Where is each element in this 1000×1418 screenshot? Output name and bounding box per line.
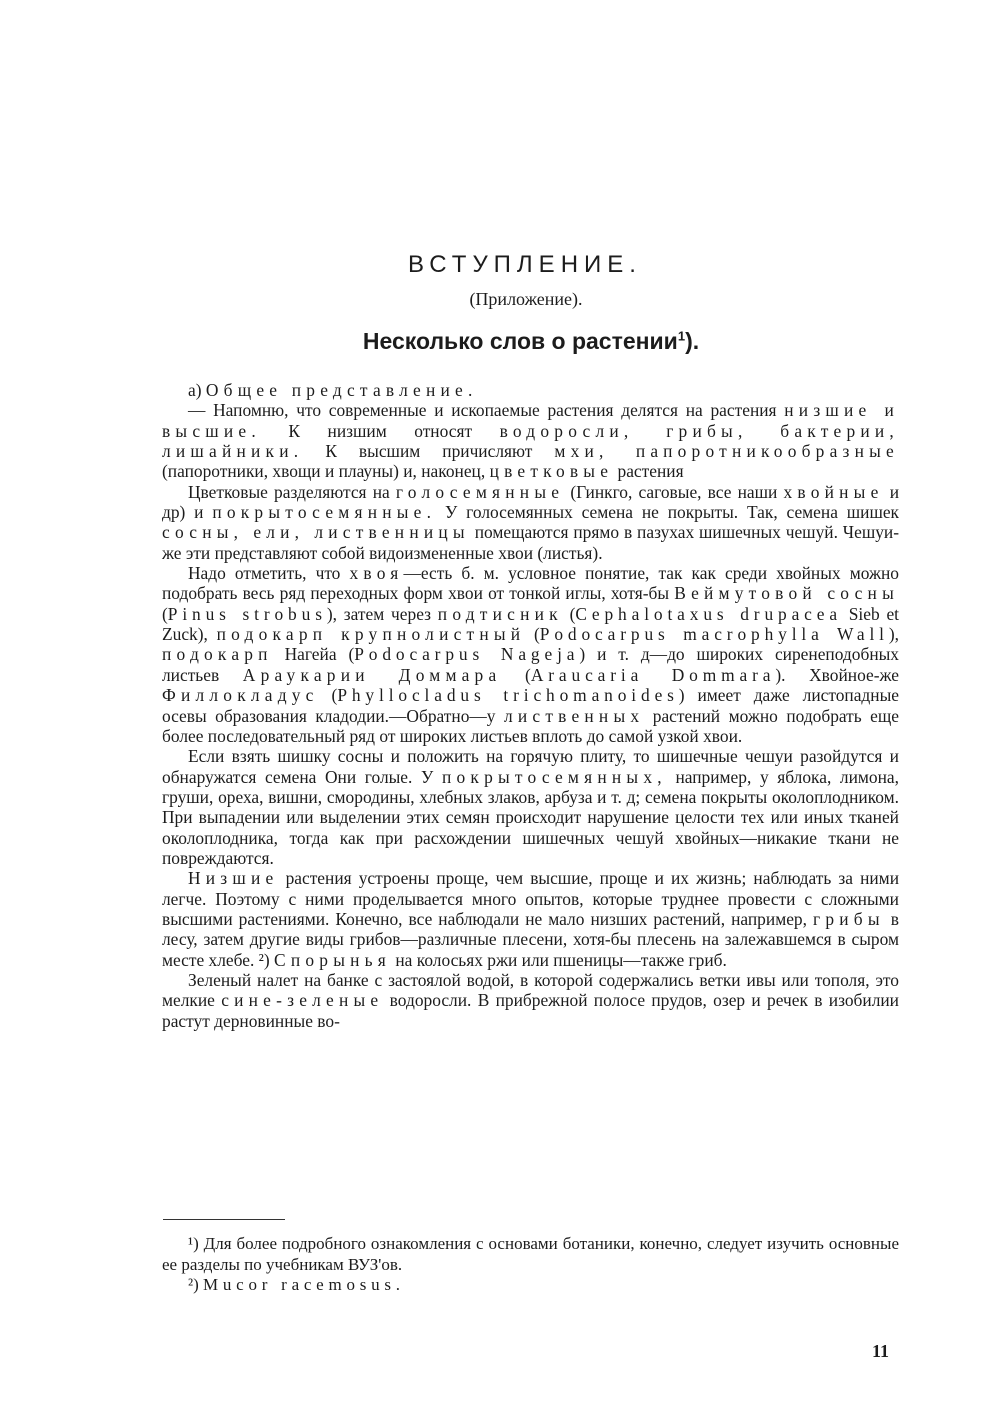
title-footnote-mark: 1 [677, 328, 686, 344]
title-text: Несколько слов о растении [362, 328, 678, 354]
body-text [162, 380, 899, 1031]
paragraph-1: — Напомню, что современные и ископаемые растения делятся на растения низшие и высшие. К низшим относят водоросли, грибы, бактерии, лишайники. К высшим причисляют мхи, папоротникообразные (папоротники, хвощи и плауны) и, наконец, цветковые растения [162, 400, 899, 482]
footnote-2-mark: ²) [188, 1275, 199, 1294]
footnote-1-mark: ¹) [188, 1234, 199, 1253]
footnote-ref-2: ²) [258, 949, 270, 970]
subsection-heading [162, 380, 899, 400]
footnote-divider [163, 1219, 285, 1220]
page-number: 11 [872, 1341, 890, 1361]
footnote-2: ²) Mucor racemosus. [188, 1275, 405, 1294]
title-tail: ). [685, 328, 700, 354]
paragraph-5: Низшие растения устроены проще, чем высшие, проще и их жизнь; наблюдать за ними легче. Поэтому с ними проделывается много опытов, которые труднее провести с сложными высшими растениями. Конечно, все наблюдали не мало низших растений, например, грибы в лесу, затем другие виды грибов—различные плесени, хотя-бы плесень на залежавшемся в сыром месте хлебе. ²) Спорынья на колосьях ржи или пшеницы—также гриб. [162, 868, 899, 970]
footnote-1: ¹) Для более подробного ознакомления с основами ботаники, конечно, следует изучить основные ее разделы по учебникам ВУЗ'ов. [162, 1234, 899, 1274]
paragraph-4: Если взять шишку сосны и положить на горячую плиту, то шишечные чешуи разойдутся и обнаружатся семена Они голые. У покрытосемянных, например, у яблока, лимона, груши, ореха, вишни, смородины, хлебных злаков, арбуза и т. д; семена покрыты околоплодником. При выпадении или выделении этих семян происходит нарушение целости тех или иных тканей околоплодника, тогда как при расхождении шишечных чешуй хвойных—никакие ткани не повреждаются. [162, 746, 899, 868]
paragraph-2: Цветковые разделяются на голосемянные (Гинкго, саговые, все наши хвойные и др) и покрытосемянные. У голосемянных семена не покрыты. Так, семена шишек сосны, ели, лиственницы помещаются прямо в пазухах шишечных чешуй. Чешуи-же эти представляют собой видоизмененные хвои (листья). [162, 481, 900, 563]
paragraph-3: Надо отметить, что хвоя—есть б. м. условное понятие, так как среди хвойных можно подобрать весь ряд переходных форм хвои от тонкой иглы, хотя-бы Веймутовой сосны (Pinus strobus), затем через подтисник (Cephalotaxus drupacea Sieb et Zuck), подокарп крупнолистный (Podocarpus macrophylla Wall), подокарп Нагейа (Podocarpus Nageja) и т. д—до широких сиренеподобных листьев Араукарии Доммара (Araucaria Dommara). Хвойное-же Филлокладус (Phyllocladus trichomanoides) имеет даже листопадные осевы образования кладодии.—Обратно—у лиственных растений можно подобрать еще более последовательный ряд от широких листьев вплоть до самой узкой хвои. [162, 563, 900, 746]
section-title [0, 328, 1000, 355]
chapter-heading: ВСТУПЛЕНИЕ. [408, 251, 642, 278]
paragraph-6: Зеленый налет на банке с застоялой водой, в которой содержались ветки ивы или тополя, это мелкие сине-зеленые водоросли. В прибрежной полосе прудов, озер и речек в изобилии растут дерновинные во- [162, 969, 899, 1031]
footnotes [162, 1234, 899, 1296]
subsection-label: а) [188, 380, 202, 400]
subsection-title: Общее представление. [205, 380, 478, 400]
chapter-subtitle: (Приложение). [469, 289, 583, 309]
